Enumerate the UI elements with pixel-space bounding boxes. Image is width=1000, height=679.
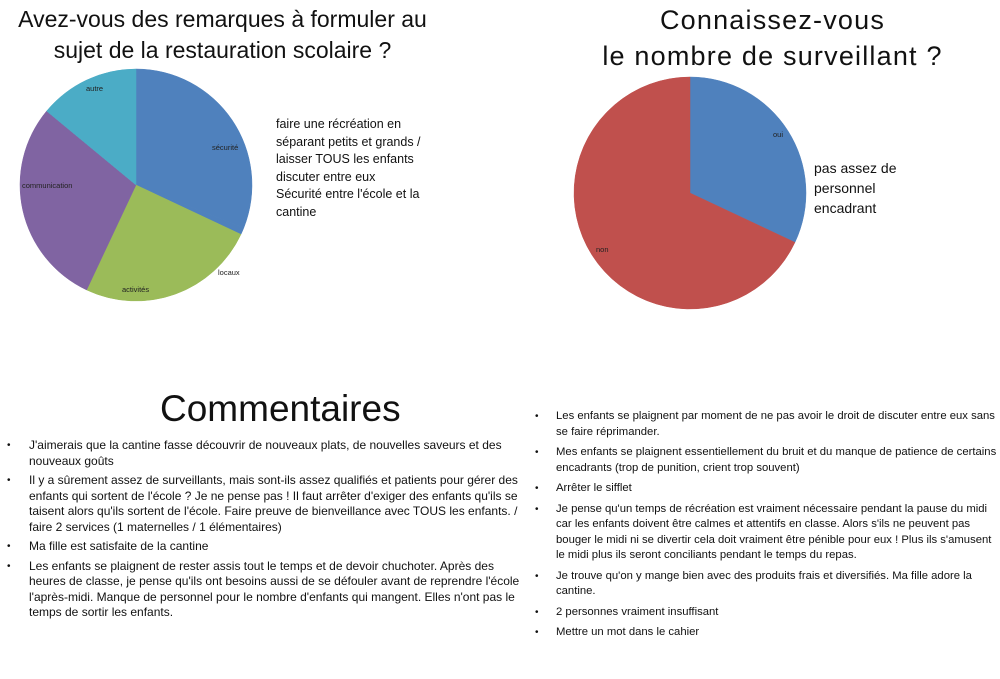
comment-item [535,625,997,641]
bullet-icon: • [7,440,11,451]
bullet-icon: • [535,483,539,494]
comment-text: Ma fille est satisfaite de la cantine [29,539,209,553]
comments-list-right [535,409,997,646]
pie-chart-surveillants [574,77,806,309]
chart2-note: pas assez de personnel encadrant [814,160,897,216]
bullet-icon: • [7,475,11,486]
comment-item [535,481,997,497]
comment-item [535,409,997,440]
bullet-icon: • [535,606,539,618]
bullet-icon: • [535,627,539,638]
comment-item [535,569,997,600]
comment-item [535,445,997,476]
comment-text: 2 personnes vraiment insuffisant [556,605,719,618]
comment-item [7,559,522,621]
chart2-title: Connaissez-vous le nombre de surveillant ? [602,5,943,71]
comment-item [7,473,522,535]
comment-text: Mes enfants se plaignent essentiellement du bruit et du manque de patience de certains encadrants (trop de punition, crient trop souvent) [556,446,997,474]
comment-text: Je trouve qu'on y mange bien avec des produits frais et diversifiés. Ma fille adore la cantine. [556,569,972,597]
comment-text: J'aimerais que la cantine fasse découvrir de nouveaux plats, de nouvelles saveurs et des nouveaux goûts [29,438,502,468]
bullet-icon: • [535,503,539,515]
comment-text: Les enfants se plaignent par moment de ne pas avoir le droit de discuter entre eux sans se faire réprimander. [556,410,995,438]
comment-text: Il y a sûrement assez de surveillants, mais sont-ils assez qualifiés et patients pour gérer des enfants qui sortent de l'école ? Je ne pense pas ! Il faut arrêter d'exiger des enfants qu'ils se taisent alors qu'ils sortent de l'école. Faire preuve de bienveillance avec TOUS les enfants. / faire 2 services (1 maternelles / 1 élémentaires) [29,473,518,534]
pie-label-communication: communication [22,181,73,190]
chart1-title: Avez-vous des remarques à formuler au sujet de la restauration scolaire ? [18,6,427,63]
bullet-icon: • [535,570,539,582]
chart1-note: faire une récréation en séparant petits et grands / laisser TOUS les enfants discuter entre eux Sécurité entre l'école et la cantine [276,117,421,219]
comment-text: Les enfants se plaignent de rester assis tout le temps et de devoir chuchoter. Après des heures de classe, je pense qu'ils ont besoins aussi de se défouler avant de reprendre l'école l'après-midi. Manque de personnel pour le nombre d'enfants qui mangent. Elles n'ont pas le temps de sortir les enfants. [29,558,520,619]
comment-item [535,605,997,621]
comments-title: Commentaires [160,388,401,429]
pie-chart-remarques [20,69,252,301]
pie-label-sécurité: sécurité [212,143,239,152]
comment-text: Mettre un mot dans le cahier [556,626,700,638]
bullet-icon: • [535,411,539,422]
bullet-icon: • [535,447,539,458]
bullet-icon: • [7,541,11,552]
comments-list-left [7,438,522,625]
pie-label-activités: activités [122,285,150,294]
comment-item [7,438,522,469]
pie-label-locaux: locaux [218,268,240,277]
comment-text: Arrêter le sifflet [556,482,632,494]
pie-label-non: non [596,245,609,254]
bullet-icon: • [7,560,11,572]
pie-label-oui: oui [773,130,784,139]
comment-item [535,502,997,564]
comment-item [7,539,522,555]
pie-label-autre: autre [86,84,104,93]
comment-text: Je pense qu'un temps de récréation est vraiment nécessaire pendant la pause du midi car les enfants doivent être calmes et attentifs en classe. Alors s'ils ne peuvent pas bouger le midi ni se divertir cela doit vraiment être pénible pour eux ! Plus ils s'amusent le midi plus ils seront conciliants pendant le temps du repas. [556,502,992,561]
